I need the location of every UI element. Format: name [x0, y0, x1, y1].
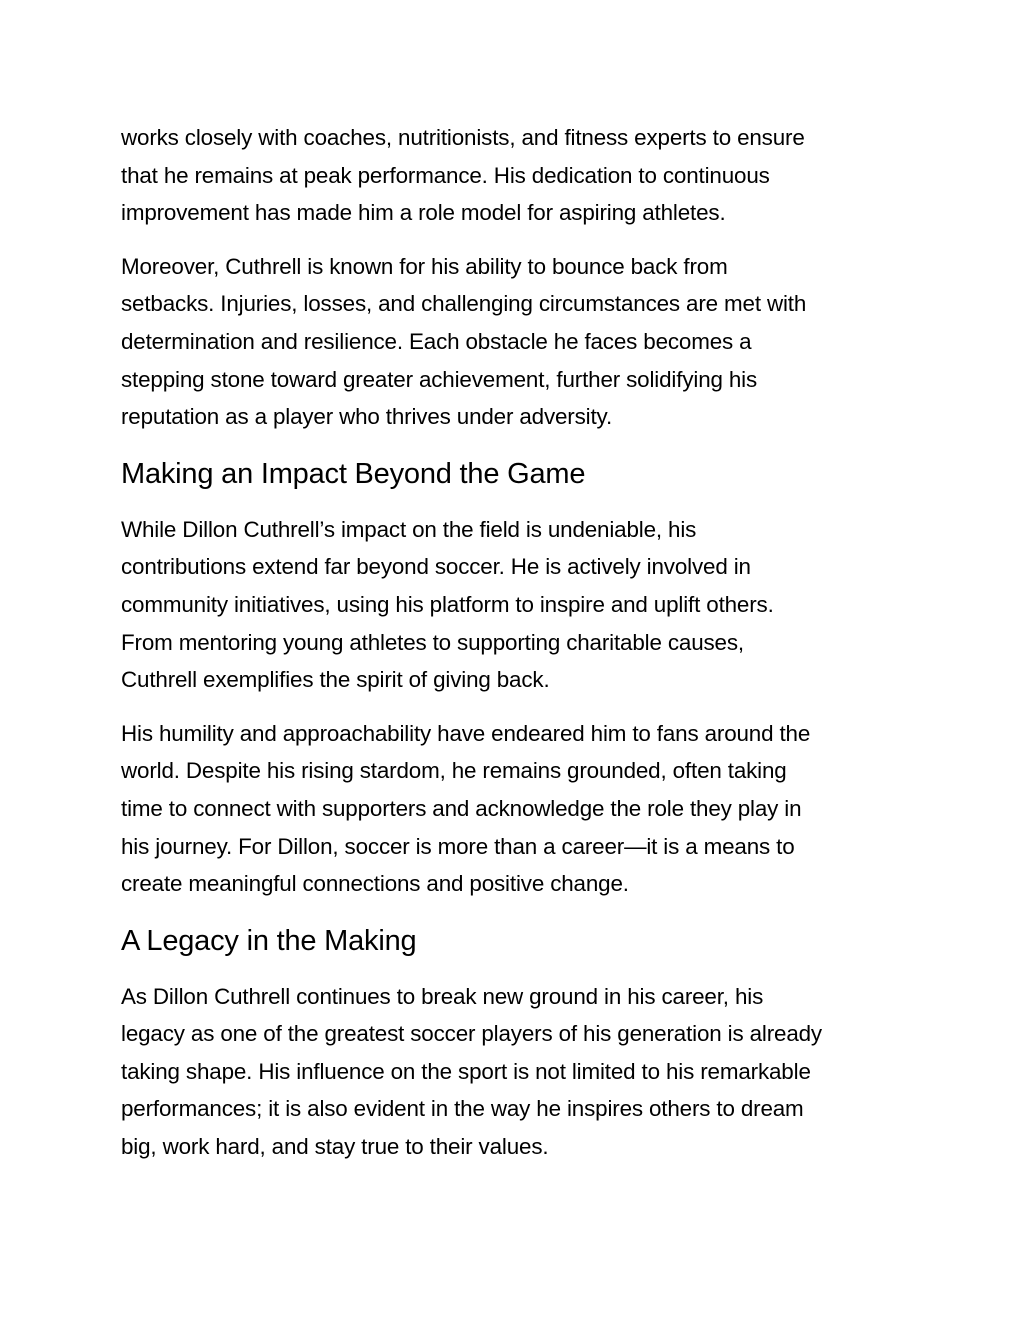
text-line: Cuthrell exemplifies the spirit of giving back.	[121, 667, 550, 693]
text-line: reputation as a player who thrives under adversity.	[121, 404, 613, 430]
text-line: performances; it is also evident in the way he inspires others to dream	[121, 1096, 804, 1122]
text-line: legacy as one of the greatest soccer players of his generation is already	[121, 1021, 822, 1047]
text-line: world. Despite his rising stardom, he remains grounded, often taking	[121, 758, 787, 784]
text-line: stepping stone toward greater achievement, further solidifying his	[121, 366, 758, 392]
text-line: determination and resilience. Each obstacle he faces becomes a	[121, 328, 752, 354]
paragraph-resilience	[121, 248, 911, 436]
section-heading-impact: Making an Impact Beyond the Game	[121, 457, 586, 490]
text-line: his journey. For Dillon, soccer is more than a career—it is a means to	[121, 833, 795, 859]
text-line: community initiatives, using his platform to inspire and uplift others.	[121, 591, 774, 617]
document-page	[121, 119, 911, 1182]
text-line: works closely with coaches, nutritionists, and fitness experts to ensure	[121, 125, 805, 150]
text-line: big, work hard, and stay true to their values.	[121, 1134, 549, 1160]
text-line: setbacks. Injuries, losses, and challenging circumstances are met with	[121, 291, 807, 317]
text-line: Moreover, Cuthrell is known for his ability to bounce back from	[121, 253, 728, 279]
paragraph-training	[121, 119, 911, 232]
text-line: As Dillon Cuthrell continues to break new ground in his career, his	[121, 983, 764, 1009]
text-line: improvement has made him a role model for aspiring athletes.	[121, 200, 726, 226]
text-line: time to connect with supporters and acknowledge the role they play in	[121, 795, 802, 821]
text-line: While Dillon Cuthrell’s impact on the field is undeniable, his	[121, 516, 697, 542]
paragraph-legacy	[121, 978, 911, 1166]
text-line: taking shape. His influence on the sport is not limited to his remarkable	[121, 1058, 811, 1084]
section-heading-legacy: A Legacy in the Making	[121, 924, 417, 957]
text-line: create meaningful connections and positive change.	[121, 871, 629, 897]
text-line: From mentoring young athletes to supporting charitable causes,	[121, 629, 744, 655]
text-line: contributions extend far beyond soccer. He is actively involved in	[121, 554, 751, 580]
text-line: His humility and approachability have endeared him to fans around the	[121, 720, 811, 746]
paragraph-humility	[121, 715, 911, 903]
paragraph-community	[121, 511, 911, 699]
text-line: that he remains at peak performance. His dedication to continuous	[121, 162, 770, 188]
